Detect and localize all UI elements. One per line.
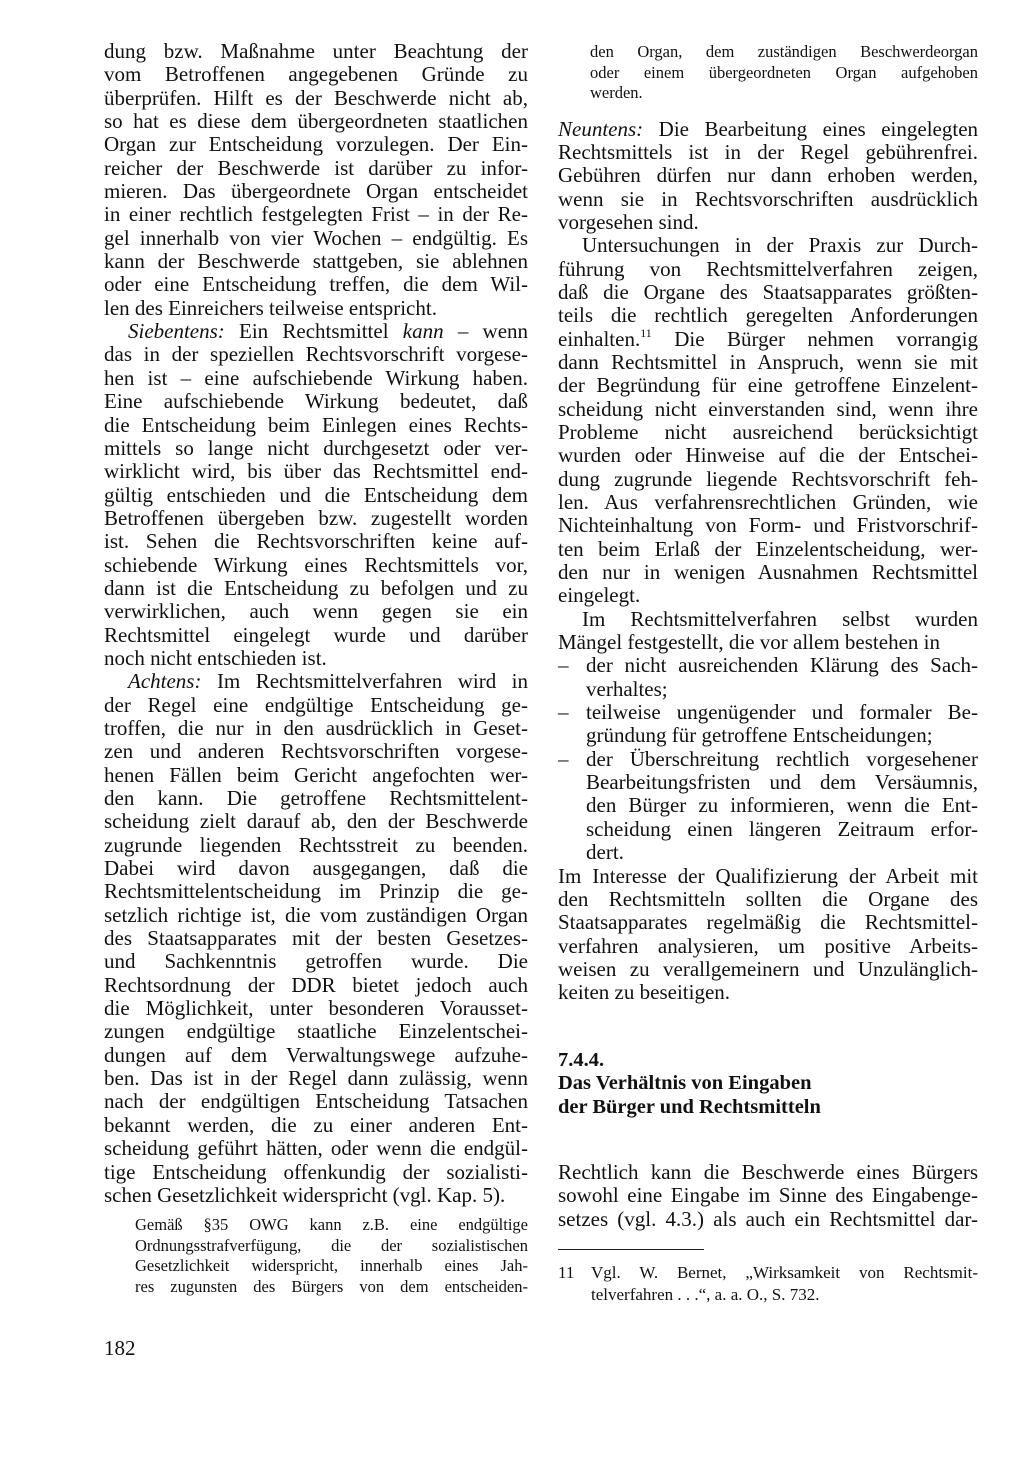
text-line: setzes (vgl. 4.3.) als auch ein Rechtsmittel dar-	[558, 1206, 978, 1231]
text-line: gültig entschieden und die Entscheidung dem	[104, 482, 528, 507]
paragraph-neuntens	[558, 118, 978, 235]
emphasis-kann: kann	[402, 319, 444, 344]
text-line: der Regel eine endgültige Entscheidung ge-	[104, 692, 528, 717]
text-line: Im Rechtsmittelverfahren selbst wurden	[582, 606, 978, 631]
text-line: den nur in wenigen Ausnahmen Rechtsmittel	[558, 560, 978, 585]
paragraph-siebentens	[104, 320, 528, 670]
text-line: gründung für getroffene Entscheidungen;	[586, 723, 933, 748]
text-line: Eine aufschiebende Wirkung bedeutet, daß	[104, 389, 528, 414]
text-line: dungen auf dem Verwaltungswege aufzuhe-	[104, 1042, 528, 1067]
text-line: überprüfen. Hilft es der Beschwerde nicht ab,	[104, 85, 528, 110]
text-line	[558, 118, 978, 141]
text-line: len des Einreichers teilweise entspricht.	[104, 295, 437, 320]
paragraph-untersuchungen	[558, 234, 978, 608]
text-line: gel innerhalb von vier Wochen – endgültig. Es	[104, 225, 528, 250]
text-line: schen Gesetzlichkeit widerspricht (vgl. Kap. 5).	[104, 1182, 506, 1207]
footnote-number: 11	[558, 1263, 575, 1283]
text-fragment: Die Bürger nehmen vorrangig	[674, 326, 979, 351]
text-line: res zugunsten des Bürgers von dem entscheiden-	[135, 1276, 528, 1296]
text-line: hen ist – eine aufschiebende Wirkung haben.	[104, 365, 528, 390]
text-line: tige Entscheidung offenkundig der sozialisti-	[104, 1159, 528, 1184]
text-line: der nicht ausreichenden Klärung des Sach-	[586, 653, 978, 678]
text-line: vorgesehen sind.	[558, 209, 699, 234]
text-line: zen und anderen Rechtsvorschriften vorgese-	[104, 739, 528, 764]
text-line: Gesetzlichkeit widerspricht, innerhalb eines Jah-	[135, 1256, 528, 1276]
paragraph-beschwerde-pruefung	[104, 40, 528, 320]
right-column	[558, 40, 978, 1305]
text-line: verfahren analysieren, um positive Arbeits-	[558, 933, 978, 958]
text-line: Mängel festgestellt, die vor allem bestehen in	[558, 630, 940, 655]
text-line: zungen endgültige staatliche Einzelentschei-	[104, 1019, 528, 1044]
text-line: dert.	[586, 840, 624, 865]
text-line: nach der endgültigen Entscheidung Tatsachen	[104, 1089, 528, 1114]
text-line: den Organ, dem zuständigen Beschwerdeorgan	[590, 42, 978, 61]
list-item	[558, 701, 978, 748]
text-line	[104, 670, 528, 693]
text-line: bekannt werden, die zu einer anderen Ent-	[104, 1112, 528, 1137]
text-line: verhaltes;	[586, 676, 668, 701]
section-title-line: Das Verhältnis von Eingaben	[558, 1072, 812, 1095]
paragraph-label-siebentens: Siebentens:	[128, 319, 225, 344]
text-line	[104, 320, 528, 343]
text-line: vom Betroffenen angegebenen Gründe zu	[104, 62, 528, 87]
text-line: kann der Beschwerde stattgeben, sie ablehnen	[104, 249, 528, 274]
text-line: daß die Organe des Staatsapparates größten-	[558, 279, 978, 304]
text-fragment: Im Rechtsmittelverfahren wird in	[216, 669, 529, 694]
text-line: telverfahren . . .“, a. a. O., S. 732.	[591, 1284, 820, 1304]
text-line: Vgl. W. Bernet, „Wirksamkeit von Rechtsmit-	[591, 1263, 978, 1283]
text-line: troffen, die nur in den ausdrücklich in Geset-	[104, 715, 528, 740]
text-line: Gemäß §35 OWG kann z.B. eine endgültige	[135, 1215, 528, 1235]
footnote-11	[558, 1262, 978, 1305]
text-line: scheidung geführt hätten, oder wenn die endgül-	[104, 1136, 528, 1161]
text-line: Staatsapparates regelmäßig die Rechtsmittel-	[558, 910, 978, 935]
text-line: mittels so lange nicht durchgesetzt oder ver-	[104, 435, 528, 460]
paragraph-rechtlich	[558, 1161, 978, 1231]
text-line: werden.	[590, 83, 643, 102]
text-line: und Sachkenntnis getroffen wurde. Die	[104, 949, 528, 974]
list-dash: –	[558, 653, 569, 678]
text-line: Im Interesse der Qualifizierung der Arbeit mit	[558, 863, 978, 888]
text-line: Organ zur Entscheidung vorzulegen. Der Ein-	[104, 132, 528, 157]
text-line: zugrunde liegenden Rechtsstreit zu beenden.	[104, 832, 528, 857]
text-line: henen Fällen beim Gericht angefochten wer-	[104, 762, 528, 787]
text-line: teils die rechtlich geregelten Anforderungen	[558, 303, 978, 328]
list-item	[558, 748, 978, 865]
text-line: dann ist die Entscheidung zu befolgen und zu	[104, 575, 528, 600]
text-line: das in der speziellen Rechtsvorschrift vorgese-	[104, 342, 528, 367]
text-line: ben. Das ist in der Regel dann zulässig, wenn	[104, 1066, 528, 1091]
text-line: sowohl eine Eingabe im Sinne des Eingabenge-	[558, 1183, 978, 1208]
text-line: dung bzw. Maßnahme unter Beachtung der	[104, 39, 528, 63]
text-line: der Begründung für eine getroffene Einzelent-	[558, 373, 978, 398]
text-line: noch nicht entschieden ist.	[104, 645, 327, 670]
text-line: keiten zu beseitigen.	[558, 980, 731, 1005]
text-line: in einer rechtlich festgelegten Frist – in der Re-	[104, 202, 528, 227]
text-line: eingelegt.	[558, 583, 641, 608]
text-line: Betroffenen übergeben bzw. zugestellt worden	[104, 505, 528, 530]
text-line: verwirklichen, auch wenn gegen sie ein	[104, 599, 528, 624]
text-line: die Möglichkeit, unter besonderen Vorausset-	[104, 996, 528, 1021]
note-owg-continuation	[558, 42, 978, 104]
text-fragment: Ein Rechtsmittel	[239, 319, 389, 344]
text-line: Bearbeitungsfristen und dem Versäumnis,	[586, 770, 978, 795]
text-line: Untersuchungen in der Praxis zur Durch-	[582, 233, 978, 258]
text-line: len. Aus verfahrensrechtlichen Gründen, wie	[558, 490, 978, 514]
footnote	[558, 1262, 978, 1305]
text-fragment: einhalten.	[558, 326, 641, 351]
paragraph-label-neuntens: Neuntens:	[558, 116, 644, 141]
text-line: oder einem übergeordneten Organ aufgehoben	[590, 62, 978, 82]
footnote-divider	[558, 1249, 704, 1250]
text-line	[558, 325, 979, 351]
text-line: ist. Sehen die Rechtsvorschriften keine auf-	[104, 529, 528, 554]
text-line: die Entscheidung beim Einlegen eines Rechts-	[104, 412, 528, 437]
text-line: mieren. Das übergeordnete Organ entscheidet	[104, 179, 528, 204]
paragraph-achtens	[104, 670, 528, 1207]
text-line: dung zugrunde liegende Rechtsvorschrift feh-	[558, 466, 978, 491]
list-dash: –	[558, 700, 569, 725]
text-line: weisen zu verallgemeinern und Unzulänglich-	[558, 956, 978, 981]
paragraph-maengel	[558, 608, 978, 655]
text-line: scheidung zielt darauf ab, den der Beschwerde	[104, 809, 528, 834]
text-line: wurden oder Hinweise auf die der Entschei-	[558, 443, 978, 468]
text-line: Nichteinhaltung von Form- und Fristvorschrif-	[558, 513, 978, 538]
text-line: den kann. Die getroffene Rechtsmittelent-	[104, 786, 528, 810]
footnote-reference: 11	[640, 325, 652, 340]
text-line: führung von Rechtsmittelverfahren zeigen,	[558, 256, 978, 281]
list-dash: –	[558, 746, 569, 771]
left-column	[104, 40, 528, 1297]
section-heading	[558, 1049, 978, 1120]
note-owg-paragraph	[104, 1215, 528, 1297]
text-line: Probleme nicht ausreichend berücksichtigt	[558, 419, 978, 444]
text-line: scheidung nicht einverstanden sind, wenn ihre	[558, 396, 978, 421]
text-line: setzlich richtige ist, die vom zuständigen Organ	[104, 902, 528, 927]
text-line: Rechtsmittel eingelegt wurde und darüber	[104, 622, 528, 647]
text-line: der Überschreitung rechtlich vorgesehener	[586, 746, 978, 771]
text-line: so hat es diese dem übergeordneten staatlichen	[104, 109, 528, 134]
text-line: des Staatsapparates mit der besten Gesetzes-	[104, 926, 528, 951]
text-line: Rechtlich kann die Beschwerde eines Bürgers	[558, 1160, 978, 1185]
text-line: Dabei wird davon ausgegangen, daß die	[104, 856, 528, 881]
text-line: scheidung einen längeren Zeitraum erfor-	[586, 816, 978, 841]
text-fragment: – wenn	[457, 319, 529, 344]
paragraph-label-achtens: Achtens:	[128, 669, 202, 694]
text-line: oder eine Entscheidung treffen, die dem Wil-	[104, 272, 528, 297]
text-line: teilweise ungenügender und formaler Be-	[586, 700, 978, 725]
text-line: Gebühren dürfen nur dann erhoben werden,	[558, 163, 978, 188]
text-line: wirklicht wird, bis über das Rechtsmittel end-	[104, 459, 528, 484]
page-number: 182	[104, 1336, 136, 1360]
text-fragment: Die Bearbeitung eines eingelegten	[658, 116, 979, 141]
text-line: schiebende Wirkung eines Rechtsmittels vor,	[104, 552, 528, 577]
section-title-line: der Bürger und Rechtsmitteln	[558, 1095, 821, 1118]
text-line: Rechtsmittelentscheidung im Prinzip die ge-	[104, 879, 528, 904]
section-number: 7.4.4.	[558, 1048, 605, 1071]
text-line: Ordnungsstrafverfügung, die der sozialistischen	[135, 1235, 528, 1255]
list-item	[558, 654, 978, 701]
paragraph-interesse	[558, 865, 978, 1005]
text-line: den Bürger zu informieren, wenn die Ent-	[586, 793, 978, 818]
text-line: dann Rechtsmittel in Anspruch, wenn sie mit	[558, 349, 978, 374]
text-line: Rechtsordnung der DDR bietet jedoch auch	[104, 972, 528, 997]
text-line: reicher der Beschwerde ist darüber zu infor-	[104, 155, 528, 180]
text-line: ten beim Erlaß der Einzelentscheidung, wer-	[558, 536, 978, 561]
text-line: wenn sie in Rechtsvorschriften ausdrücklich	[558, 186, 978, 211]
maengel-list	[558, 654, 978, 864]
text-line: den Rechtsmitteln sollten die Organe des	[558, 886, 978, 911]
text-line: Rechtsmittels ist in der Regel gebührenfrei.	[558, 139, 978, 164]
